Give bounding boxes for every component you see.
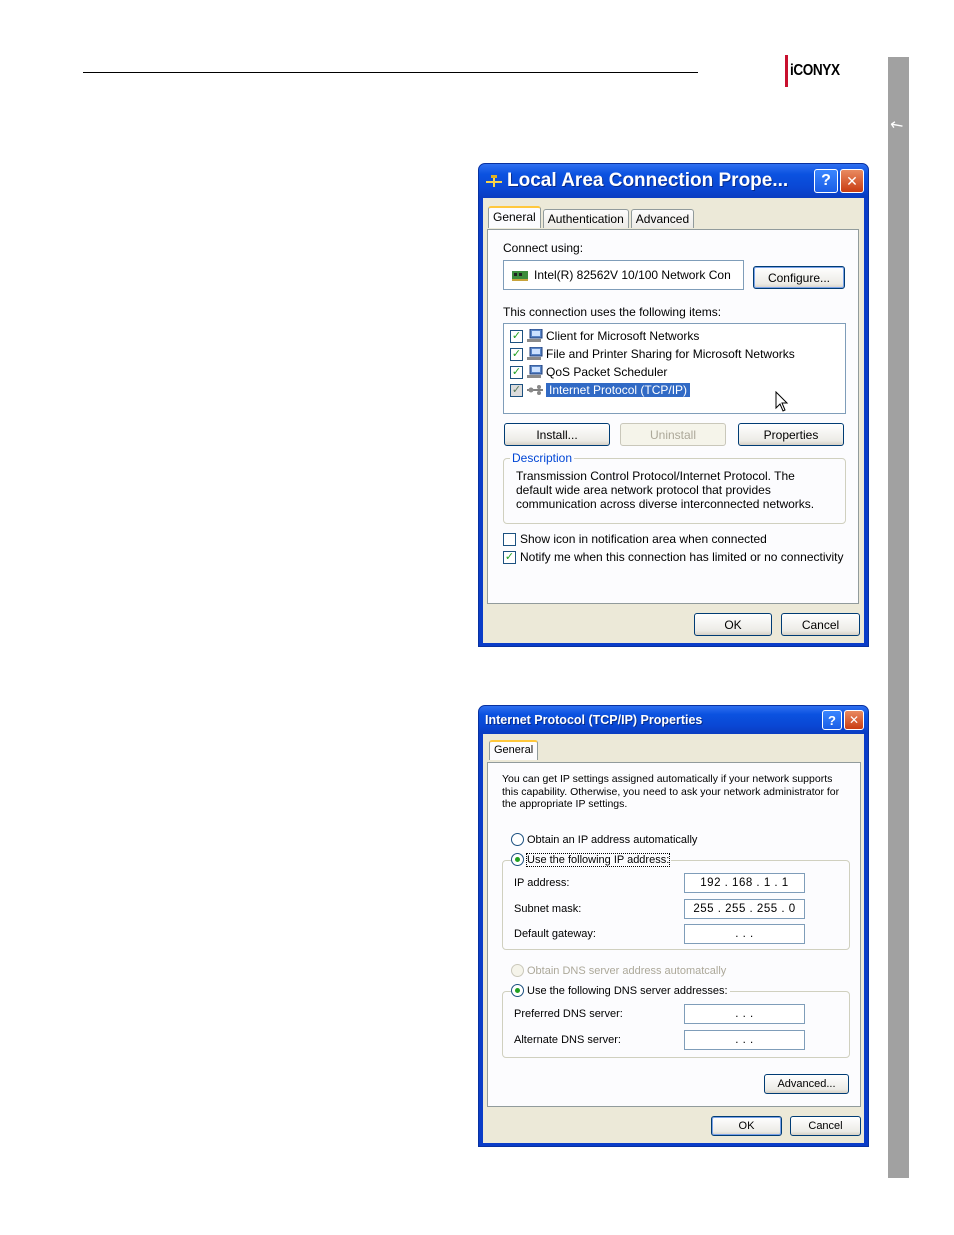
description-legend: Description <box>512 451 573 465</box>
components-list[interactable] <box>503 323 846 414</box>
show-icon-checkbox[interactable] <box>503 533 516 546</box>
notify-label: Notify me when this connection has limited or no connectivity <box>520 550 844 564</box>
network-adapter-icon <box>512 269 528 281</box>
use-ip-label: Use the following IP address: <box>527 853 670 866</box>
list-item-file-printer-sharing[interactable] <box>510 347 795 361</box>
tcpip-titlebar[interactable] <box>479 706 868 734</box>
subnet-mask-label: Subnet mask: <box>514 903 582 915</box>
use-dns-radio-dot <box>515 988 520 993</box>
logo-text: iCONYX <box>790 62 840 79</box>
side-tab-arrow-icon: ↖ <box>886 114 908 137</box>
tcpip-window-title: Internet Protocol (TCP/IP) Properties <box>485 713 703 727</box>
description-text: Transmission Control Protocol/Internet Protocol. The default wide area network protocol that provides communication across diverse interconnected networks. <box>516 469 815 511</box>
list-item-qos-scheduler[interactable] <box>510 365 667 379</box>
tab-advanced[interactable]: Advanced <box>631 209 694 228</box>
list-item-client-networks[interactable] <box>510 329 699 343</box>
ip-address-input[interactable]: 192 . 168 . 1 . 1 <box>684 873 805 893</box>
lan-titlebar[interactable] <box>479 164 868 198</box>
qos-scheduler-label: QoS Packet Scheduler <box>546 365 668 379</box>
tab-authentication[interactable]: Authentication <box>543 209 629 228</box>
qos-scheduler-icon <box>527 365 543 379</box>
tcpip-ok-button[interactable]: OK <box>711 1116 782 1136</box>
show-icon-option[interactable] <box>503 532 767 546</box>
configure-button[interactable]: Configure... <box>753 266 845 289</box>
client-networks-label: Client for Microsoft Networks <box>546 329 700 343</box>
header-rule <box>83 72 698 73</box>
tcpip-window-body <box>483 734 864 1143</box>
adapter-name: Intel(R) 82562V 10/100 Network Con <box>534 268 731 282</box>
tab-general[interactable]: General <box>488 206 541 228</box>
network-connection-icon <box>485 172 503 190</box>
lan-window-body <box>483 198 864 643</box>
help-button[interactable]: ? <box>822 710 842 730</box>
properties-button[interactable]: Properties <box>738 423 844 446</box>
use-ip-option[interactable] <box>511 853 671 866</box>
items-label: This connection uses the following items: <box>503 305 722 319</box>
brand-logo <box>785 55 848 87</box>
obtain-dns-radio[interactable] <box>511 964 524 977</box>
ip-address-label: IP address: <box>514 877 570 889</box>
obtain-dns-option[interactable] <box>511 964 726 977</box>
show-icon-label: Show icon in notification area when connected <box>520 532 767 546</box>
tcpip-cancel-button[interactable]: Cancel <box>790 1116 861 1136</box>
uninstall-button[interactable]: Uninstall <box>620 423 726 446</box>
help-button[interactable]: ? <box>814 169 838 193</box>
obtain-ip-option[interactable] <box>511 833 697 846</box>
tcpip-label: Internet Protocol (TCP/IP) <box>546 383 690 397</box>
file-printer-sharing-icon <box>527 347 543 361</box>
tcpip-properties-window <box>478 705 869 1147</box>
advanced-button[interactable]: Advanced... <box>764 1074 849 1094</box>
alternate-dns-label: Alternate DNS server: <box>514 1034 621 1046</box>
side-tab <box>888 57 909 1178</box>
use-ip-radio-dot <box>515 857 520 862</box>
alternate-dns-input[interactable]: . . . <box>684 1030 805 1050</box>
default-gateway-label: Default gateway: <box>514 928 596 940</box>
lan-window-title: Local Area Connection Prope... <box>507 170 789 191</box>
close-button[interactable]: ✕ <box>844 710 864 730</box>
description-group <box>503 451 846 524</box>
intro-text: You can get IP settings assigned automatically if your network supports this capability. Otherwise, you need to ask your network administrator for the appropriate IP settings. <box>502 773 840 810</box>
list-item-tcpip[interactable] <box>510 383 690 397</box>
preferred-dns-label: Preferred DNS server: <box>514 1008 623 1020</box>
obtain-dns-label: Obtain DNS server address automatcally <box>527 964 727 977</box>
qos-scheduler-checkbox[interactable]: ✓ <box>511 365 522 378</box>
obtain-ip-radio[interactable] <box>511 833 524 846</box>
tcpip-general-panel <box>487 762 861 1107</box>
tcpip-tabstrip <box>489 740 540 760</box>
lan-cancel-button[interactable]: Cancel <box>781 613 860 636</box>
tab-general[interactable]: General <box>489 740 538 760</box>
notify-option[interactable] <box>503 550 844 564</box>
network-client-icon <box>527 329 543 343</box>
install-button[interactable]: Install... <box>504 423 610 446</box>
use-dns-label: Use the following DNS server addresses: <box>527 984 728 997</box>
file-printer-sharing-label: File and Printer Sharing for Microsoft Networks <box>546 347 795 361</box>
lan-tabstrip <box>488 206 696 228</box>
tcpip-checkbox[interactable]: ✓ <box>511 383 522 396</box>
adapter-field <box>503 260 744 290</box>
subnet-mask-input[interactable]: 255 . 255 . 255 . 0 <box>684 899 805 919</box>
use-dns-radio[interactable] <box>511 984 524 997</box>
mouse-cursor-icon <box>775 391 789 413</box>
logo-bar <box>785 55 788 87</box>
use-ip-radio[interactable] <box>511 853 524 866</box>
lan-properties-window <box>478 163 869 647</box>
preferred-dns-input[interactable]: . . . <box>684 1004 805 1024</box>
client-networks-checkbox[interactable]: ✓ <box>511 329 522 342</box>
use-dns-option[interactable] <box>511 984 730 997</box>
close-button[interactable]: ✕ <box>840 169 864 193</box>
obtain-ip-label: Obtain an IP address automatically <box>527 833 698 846</box>
lan-general-panel <box>487 229 859 604</box>
lan-ok-button[interactable]: OK <box>694 613 772 636</box>
file-printer-sharing-checkbox[interactable]: ✓ <box>511 347 522 360</box>
connect-using-label: Connect using: <box>503 241 584 255</box>
default-gateway-input[interactable]: . . . <box>684 924 805 944</box>
protocol-icon <box>527 383 543 397</box>
notify-checkbox[interactable]: ✓ <box>504 550 515 563</box>
